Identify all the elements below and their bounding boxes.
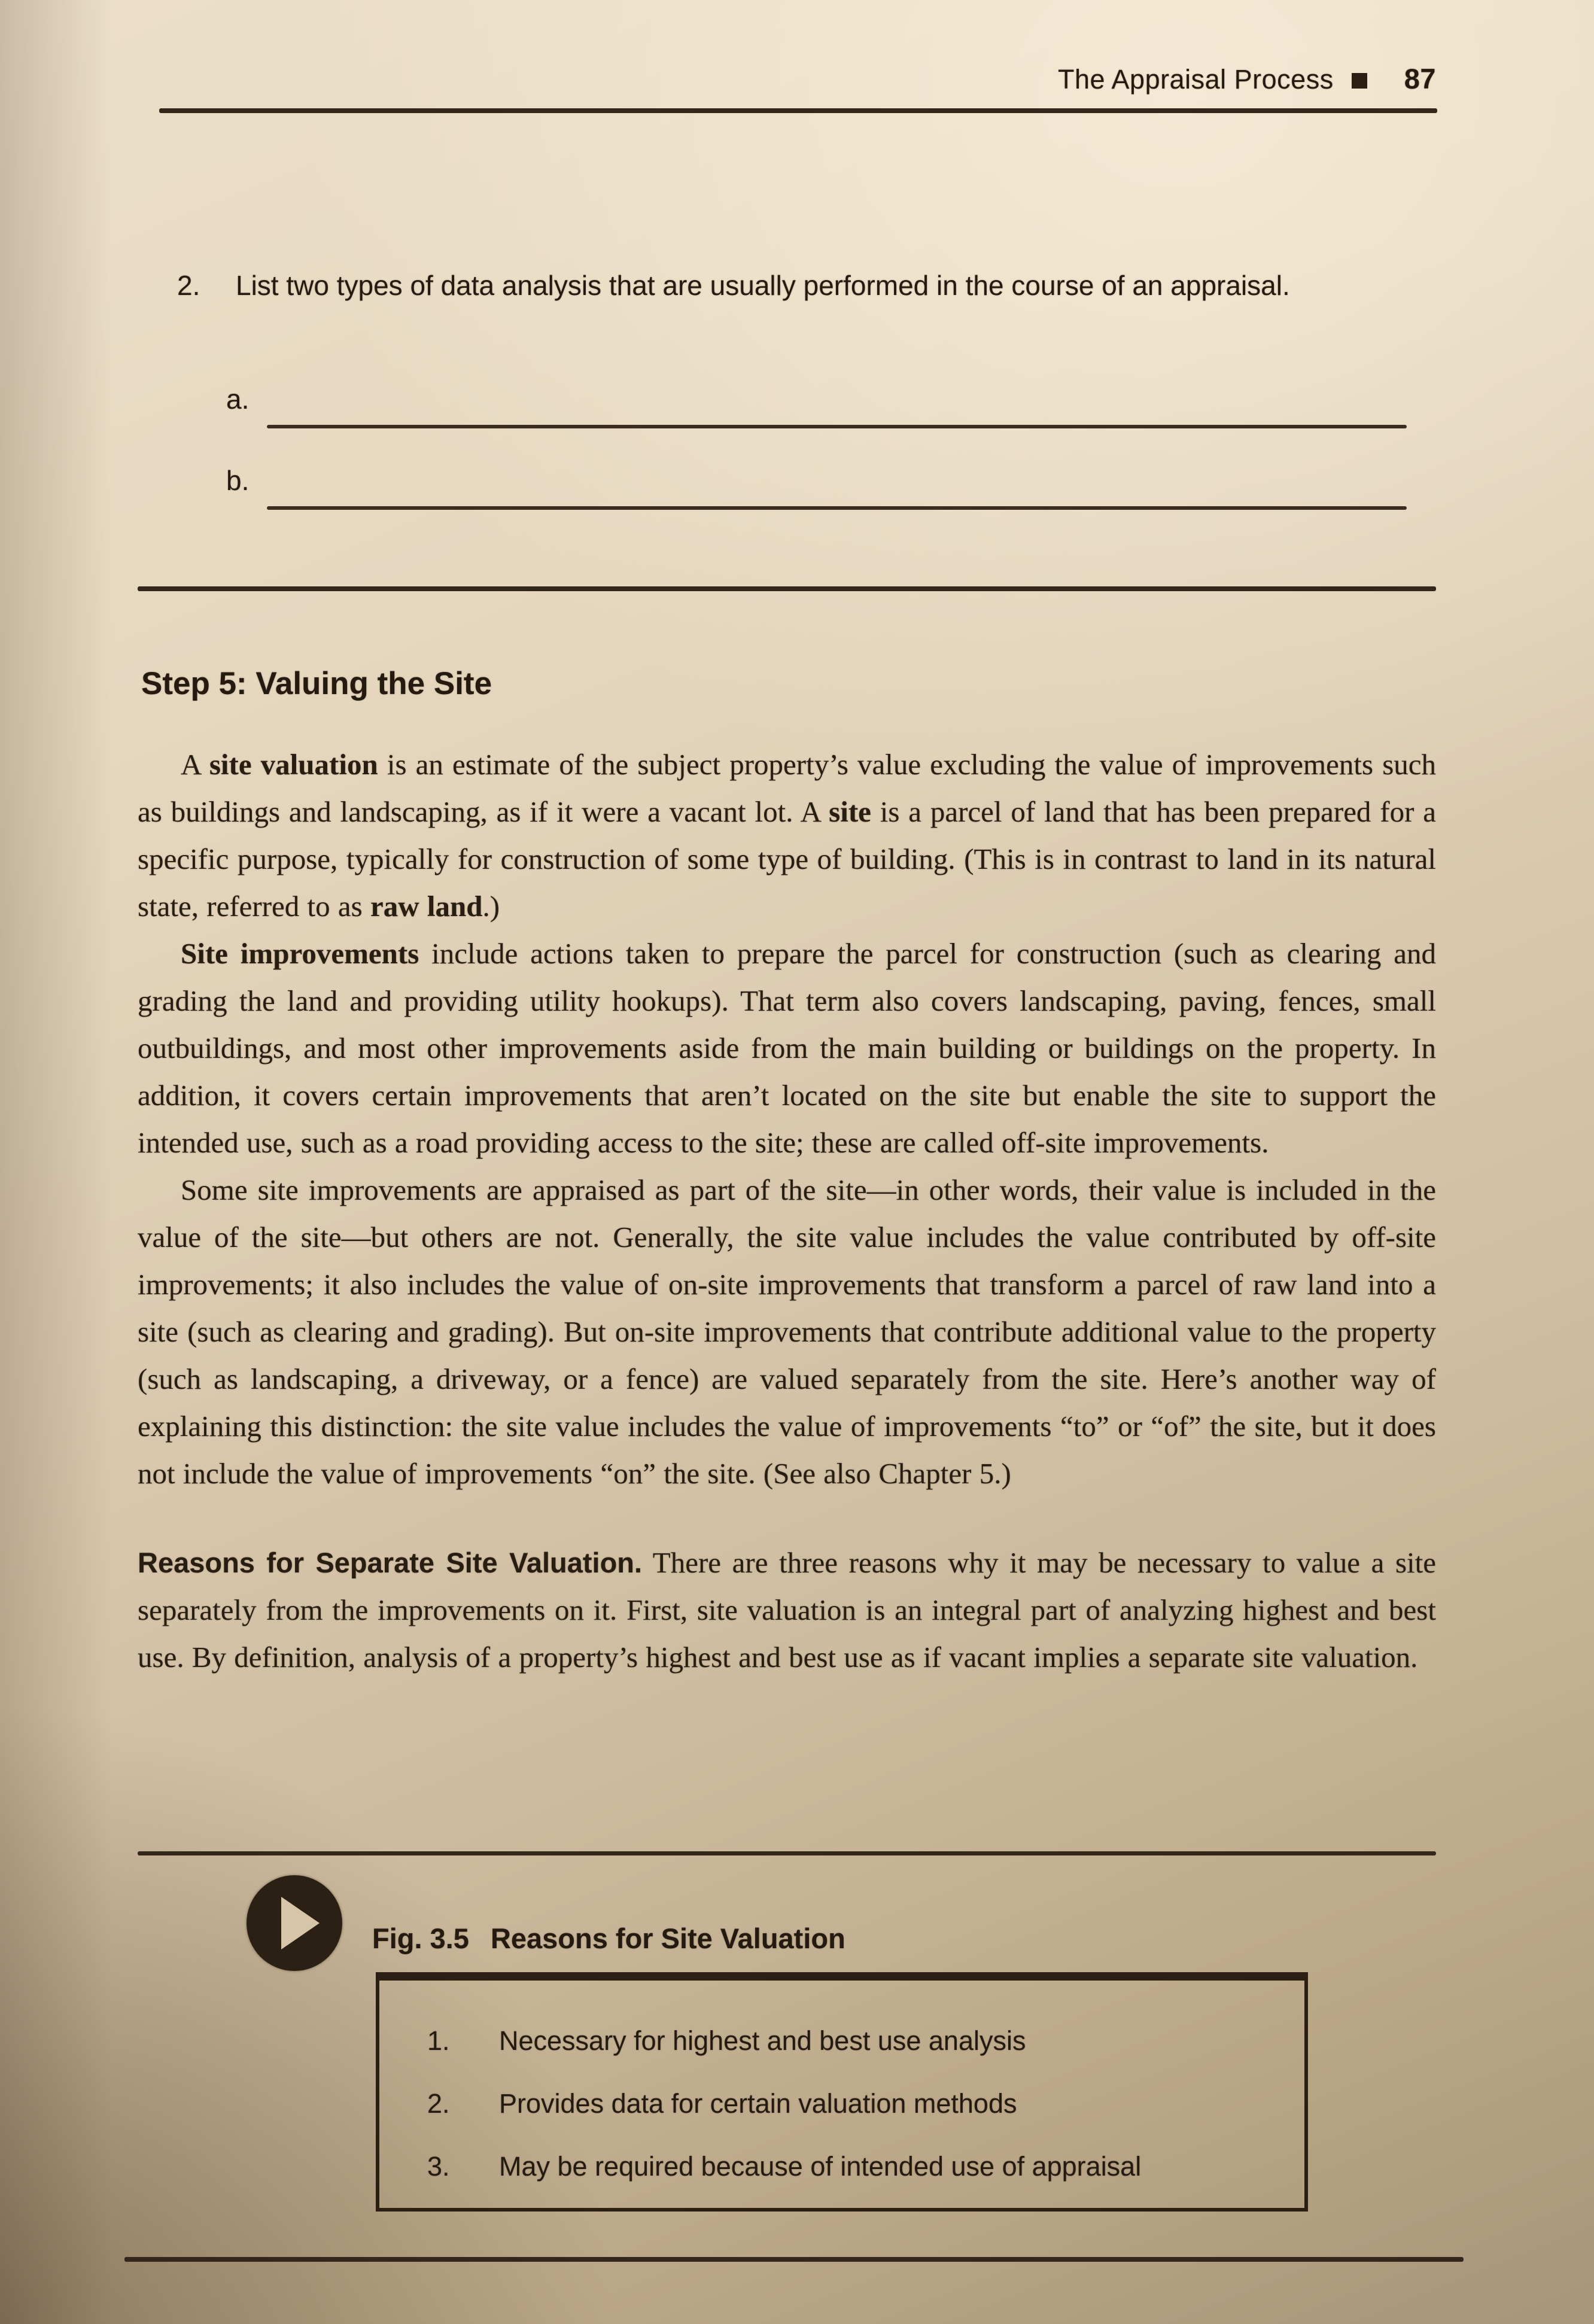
figure-label: Fig. 3.5 (372, 1923, 469, 1954)
paragraph (138, 1166, 1436, 1497)
list-item-text: May be required because of intended use of appraisal (499, 2151, 1142, 2182)
play-triangle-icon (281, 1897, 320, 1949)
text-segment: Site improvements (181, 937, 419, 970)
page-content (138, 0, 1436, 2324)
paragraph (138, 1539, 1436, 1681)
blank-label-b: b. (226, 465, 250, 496)
figure-top-rule (138, 1851, 1436, 1855)
text-segment: site valuation (209, 748, 378, 781)
blank-label-a: a. (226, 384, 250, 415)
list-item-number: 1. (427, 2025, 450, 2056)
figure-list-item (427, 2021, 1280, 2061)
text-segment: is an estimate of the subject property’s value excluding the value of improvements such as buildings and landscaping, as if it were a vacant lot. A (138, 748, 1437, 828)
text-segment: Some site improvements are appraised as part of the site—in other words, their value is included in the value of the site—but others are not. Generally, the site value includes the value contributed by off-site improvements; it also includes the value of on-site improvements that transform a parcel of raw land into a site (such as clearing and grading). But on-site improvements that contribute additional value to the property (such as landscaping, a driveway, or a fence) are valued separately from the site. Here’s another way of explaining this distinction: the site value includes the value of improvements “to” or “of” the site, but it does not include the value of improvements “on” the site. (See also Chapter 5.) (138, 1173, 1436, 1490)
list-item-text: Necessary for highest and best use analysis (499, 2025, 1026, 2056)
body-paragraphs (138, 741, 1436, 1681)
running-header (138, 62, 1436, 95)
question-2 (177, 264, 1343, 306)
question-number: 2. (177, 270, 200, 301)
text-segment: .) (482, 890, 500, 923)
square-bullet-icon (1352, 73, 1367, 89)
text-segment: is a parcel of land that has been prepared for a specific purpose, typically for construction of some type of building. (This is in contrast to land in its natural state, referred to as (138, 795, 1437, 923)
figure-title: Reasons for Site Valuation (490, 1923, 845, 1954)
header-rule (159, 108, 1437, 113)
text-segment: A (181, 748, 209, 781)
figure-list-item (427, 2147, 1280, 2186)
figure-box (376, 1972, 1308, 2212)
figure-caption (372, 1922, 845, 1955)
text-segment: There are three reasons why it may be necessary to value a site separately from the improvements on it. First, site valuation is an integral part of analyzing highest and best use. By definition, analysis of a property’s highest and best use as if vacant implies a separate site valuation. (138, 1546, 1436, 1674)
figure-marker-play-icon (247, 1875, 342, 1971)
section-divider-rule (138, 586, 1436, 591)
bottom-rule (124, 2257, 1464, 2262)
text-segment: include actions taken to prepare the parcel for construction (such as clearing and grading the land and providing utility hookups). That term also covers landscaping, paving, fences, small outbuildings, and most other improvements aside from the main building or buildings on the property. In addition, it covers certain improvements that aren’t located on the site but enable the site to support the intended use, such as a road providing access to the site; these are called off-site improvements. (138, 937, 1436, 1159)
answer-line-b (267, 506, 1407, 510)
question-text: List two types of data analysis that are usually performed in the course of an appraisal. (236, 270, 1290, 301)
answer-line-a (267, 425, 1407, 428)
text-segment: site (829, 795, 871, 828)
list-item-text: Provides data for certain valuation methods (499, 2088, 1017, 2119)
list-item-number: 3. (427, 2151, 450, 2182)
paragraph (138, 741, 1436, 930)
text-segment: Reasons for Separate Site Valuation. (138, 1547, 643, 1578)
list-item-number: 2. (427, 2088, 450, 2119)
paragraph (138, 930, 1436, 1166)
page-number: 87 (1404, 63, 1436, 95)
figure-list-item (427, 2084, 1280, 2124)
running-head-title: The Appraisal Process (1057, 64, 1334, 95)
text-segment: raw land (370, 890, 483, 923)
section-heading: Step 5: Valuing the Site (141, 666, 492, 701)
